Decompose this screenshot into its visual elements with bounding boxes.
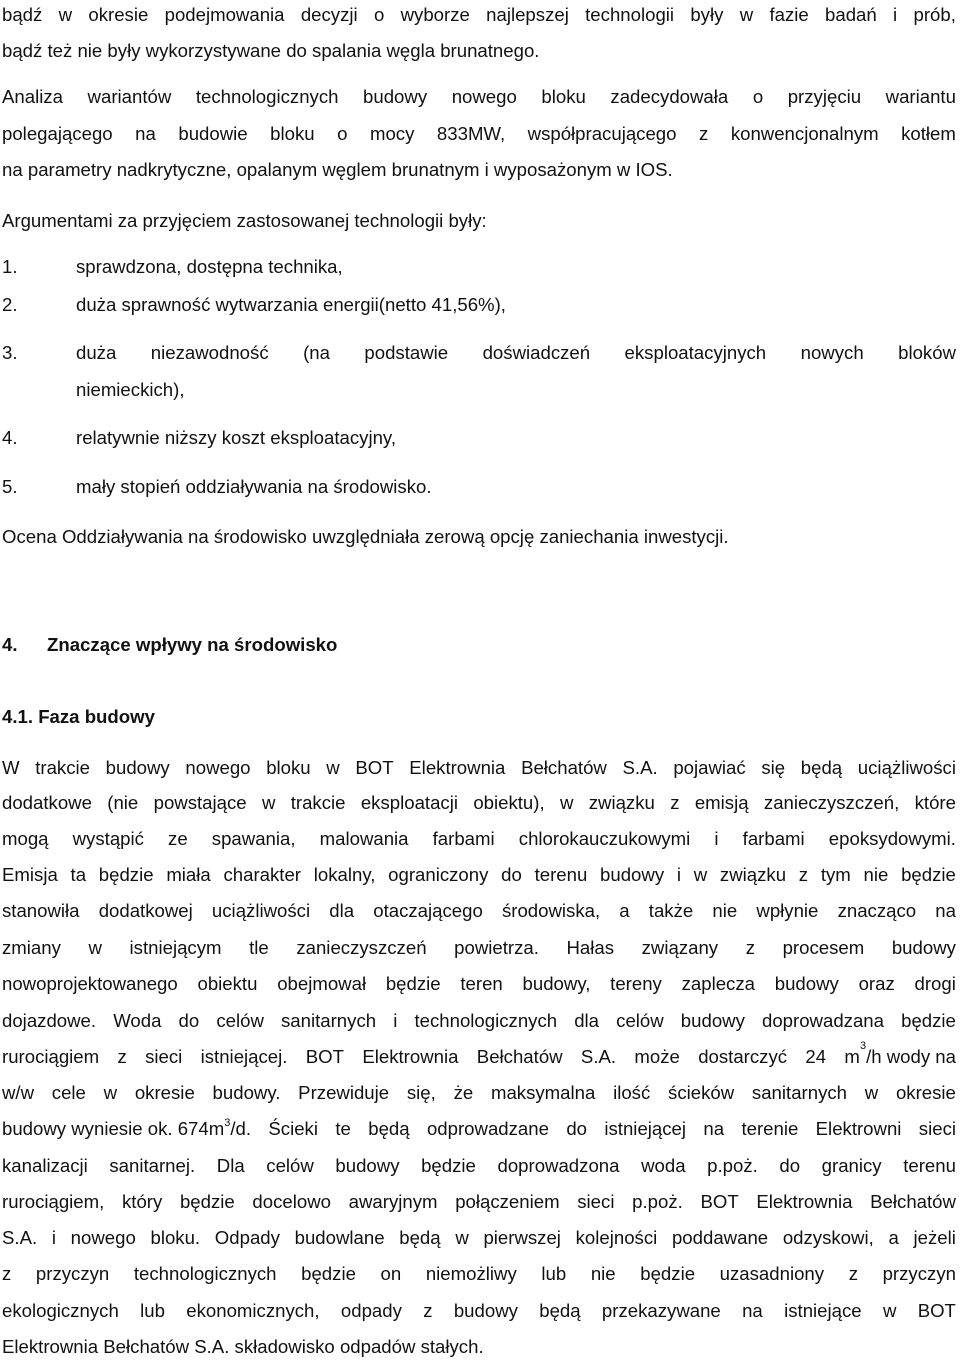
- word: które: [914, 792, 956, 813]
- word: z: [745, 937, 755, 958]
- word: do: [178, 1010, 200, 1031]
- text-line: [2, 1227, 956, 1249]
- word: dojazdowe.: [2, 1010, 97, 1031]
- word: ekonomicznych,: [186, 1300, 320, 1321]
- list-item: niemieckich),: [76, 379, 185, 400]
- word: bądź: [2, 4, 43, 25]
- word: wystąpić: [72, 828, 144, 849]
- word: 24: [805, 1046, 827, 1067]
- word: budowy: [600, 864, 665, 885]
- word: zanieczyszczeń: [296, 937, 427, 958]
- word: 833MW,: [436, 123, 506, 144]
- word: lub: [541, 1263, 567, 1284]
- word: (nie: [107, 792, 139, 813]
- word: S.A.: [622, 757, 658, 778]
- word: cele: [51, 1082, 86, 1103]
- word: technologicznych: [195, 86, 339, 107]
- word: niezawodność: [150, 342, 269, 363]
- word: przyczyn: [882, 1263, 956, 1284]
- word: na: [742, 1300, 763, 1321]
- word: z: [670, 792, 680, 813]
- word: celów: [616, 1010, 664, 1031]
- text-line: [2, 900, 956, 922]
- text-line: [2, 937, 956, 959]
- word: jeżeli: [913, 1227, 956, 1248]
- word: uciążliwości: [211, 900, 311, 921]
- word: stanowiła: [2, 900, 80, 921]
- word: farbami: [742, 828, 805, 849]
- word: będzie: [421, 1155, 476, 1176]
- word: przyjęciu: [787, 86, 862, 107]
- word: kolejności: [575, 1227, 658, 1248]
- word: doprowadzona: [497, 1155, 620, 1176]
- word: powietrza.: [454, 937, 539, 958]
- word: będą: [800, 757, 843, 778]
- word: m: [844, 1046, 860, 1067]
- word: technologicznych: [133, 1263, 277, 1284]
- word: lokalny,: [313, 864, 376, 885]
- word: budowy: [105, 757, 170, 778]
- word: o: [373, 4, 385, 25]
- word: i: [393, 1010, 398, 1031]
- word: w/w: [2, 1082, 35, 1103]
- word: celów: [266, 1155, 314, 1176]
- word: nowoprojektowanego: [2, 973, 178, 994]
- subsection-number: 4.1.: [2, 706, 34, 727]
- word: miała: [166, 864, 211, 885]
- word: dodatkowej: [98, 900, 193, 921]
- word: zanieczyszczeń,: [763, 792, 900, 813]
- section-number: 4.: [2, 634, 18, 655]
- word: bloku: [266, 757, 311, 778]
- word: decyzji: [300, 4, 358, 25]
- word: Przewiduje: [298, 1082, 390, 1103]
- word: o: [752, 86, 764, 107]
- word: kanalizacji: [2, 1155, 88, 1176]
- word: mocy: [369, 123, 415, 144]
- word: Ścieki: [268, 1118, 318, 1139]
- word: ograniczony: [388, 864, 489, 885]
- text-line: [2, 792, 956, 814]
- word: i: [893, 4, 898, 25]
- word: w: [559, 792, 574, 813]
- word: związany: [641, 937, 719, 958]
- word: dostarczyć: [698, 1046, 788, 1067]
- word: budowlane: [294, 1227, 385, 1248]
- arguments-intro: Argumentami za przyjęciem zastosowanej technologii były:: [2, 210, 487, 231]
- text-line: [2, 1191, 956, 1213]
- word: pojawiać: [673, 757, 746, 778]
- word: środowiska,: [501, 900, 601, 921]
- word: trakcie: [35, 757, 90, 778]
- section-title: Znaczące wpływy na środowisko: [47, 634, 338, 655]
- word: wpłynie: [756, 900, 819, 921]
- text-line: [2, 1118, 956, 1140]
- word: woda: [641, 1155, 686, 1176]
- word: nowego: [70, 1227, 136, 1248]
- word: nie: [712, 900, 738, 921]
- list-number: 5.: [2, 476, 18, 497]
- word: dla: [329, 900, 355, 921]
- word: /d.: [230, 1118, 252, 1139]
- word: (na: [303, 342, 330, 363]
- word: konwencjonalnym: [730, 123, 879, 144]
- word: budowy: [453, 1300, 518, 1321]
- word: sieci: [918, 1118, 956, 1139]
- word: terenie: [741, 1118, 799, 1139]
- text-line: [2, 1040, 956, 1068]
- word: BOT: [305, 1046, 345, 1067]
- word: odzyskowi,: [782, 1227, 874, 1248]
- word: S.A.: [2, 1227, 38, 1248]
- text-line: [2, 123, 956, 145]
- word: przekazywane: [601, 1300, 721, 1321]
- word: pierwszej: [483, 1227, 561, 1248]
- word: Woda: [113, 1010, 162, 1031]
- word: Bełchatów: [476, 1046, 563, 1067]
- text-run: [2, 1046, 860, 1068]
- text-line: [2, 973, 956, 995]
- word: obejmował: [277, 973, 367, 994]
- word: w: [103, 1082, 118, 1103]
- text-line: Elektrownia Bełchatów S.A. składowisko odpadów stałych.: [2, 1336, 484, 1357]
- list-number: 1.: [2, 256, 18, 277]
- word: fazie: [769, 4, 809, 25]
- text-line: [2, 864, 956, 886]
- word: rurociągiem,: [2, 1191, 105, 1212]
- word: drogi: [914, 973, 956, 994]
- word: odprowadzane: [426, 1118, 549, 1139]
- word: i: [676, 864, 681, 885]
- word: okresie: [895, 1082, 956, 1103]
- word: niemożliwy: [425, 1263, 517, 1284]
- word: będzie: [901, 1010, 956, 1031]
- word: terenu: [534, 864, 588, 885]
- word: a: [619, 900, 630, 921]
- word: rurociągiem: [2, 1046, 100, 1067]
- word: do: [779, 1155, 801, 1176]
- word: Analiza: [2, 86, 63, 107]
- word: także: [648, 900, 694, 921]
- word: do: [501, 864, 522, 885]
- word: przyczyn: [35, 1263, 110, 1284]
- word: ze: [168, 828, 188, 849]
- text-line: [2, 828, 956, 850]
- text-run: [859, 1040, 956, 1068]
- text-line: [2, 757, 956, 779]
- word: eksploatacyjnych: [624, 342, 767, 363]
- word: uzasadniony: [719, 1263, 825, 1284]
- word: na: [135, 123, 156, 144]
- text-line: [2, 1010, 956, 1032]
- word: p.poż.: [632, 1191, 683, 1212]
- word: W: [2, 757, 20, 778]
- word: technologicznych: [414, 1010, 558, 1031]
- list-item: [76, 342, 956, 364]
- word: maksymalna: [490, 1082, 596, 1103]
- word: będzie: [901, 864, 956, 885]
- word: na: [935, 900, 956, 921]
- word: procesem: [782, 937, 865, 958]
- word: i: [51, 1227, 56, 1248]
- word: zadecydowała: [610, 86, 729, 107]
- word: w: [739, 4, 754, 25]
- word: Emisja: [2, 864, 58, 885]
- word: Elektrownia: [362, 1046, 459, 1067]
- word: Elektrowni: [815, 1118, 902, 1139]
- word: BOT: [355, 757, 394, 778]
- word: badań: [825, 4, 877, 25]
- word: tym: [820, 864, 851, 885]
- word: w: [58, 4, 73, 25]
- word: istniejącym: [129, 937, 222, 958]
- superscript: 3: [859, 1040, 867, 1052]
- word: podejmowania: [164, 4, 285, 25]
- word: p.poż.: [707, 1155, 758, 1176]
- word: Elektrownia: [756, 1191, 853, 1212]
- word: nie: [590, 1263, 616, 1284]
- word: wariantu: [885, 86, 956, 107]
- word: w: [882, 1300, 897, 1321]
- word: dodatkowe: [2, 792, 92, 813]
- word: ta: [70, 864, 87, 885]
- word: Bełchatów: [521, 757, 607, 778]
- word: w: [864, 1082, 879, 1103]
- word: Hałas: [566, 937, 615, 958]
- word: podstawie: [364, 342, 449, 363]
- subsection-title: Faza budowy: [38, 706, 155, 727]
- word: z: [798, 864, 809, 885]
- word: budowy: [363, 86, 428, 107]
- word: bloku.: [150, 1227, 201, 1248]
- word: z: [699, 123, 709, 144]
- word: obiektu),: [473, 792, 545, 813]
- word: teren: [460, 973, 503, 994]
- word: duża: [76, 342, 117, 363]
- word: eksploatacji: [360, 792, 458, 813]
- word: poddawane: [671, 1227, 769, 1248]
- word: budowy: [680, 1010, 745, 1031]
- word: epoksydowymi.: [828, 828, 956, 849]
- word: budowy,: [522, 973, 591, 994]
- word: zaplecza: [681, 973, 755, 994]
- word: Dla: [216, 1155, 245, 1176]
- word: uciążliwości: [857, 757, 956, 778]
- word: tle: [249, 937, 269, 958]
- word: doświadczeń: [482, 342, 591, 363]
- word: trakcie: [290, 792, 346, 813]
- word: Odpady: [214, 1227, 280, 1248]
- text-line: [2, 1300, 956, 1322]
- word: nowych: [800, 342, 864, 363]
- word: będą: [368, 1118, 410, 1139]
- word: BOT: [917, 1300, 956, 1321]
- word: ścieków: [668, 1082, 735, 1103]
- word: prób,: [913, 4, 956, 25]
- list-number: 3.: [2, 342, 18, 363]
- word: istniejącej: [604, 1118, 687, 1139]
- word: ilość: [613, 1082, 651, 1103]
- word: sieci: [145, 1046, 183, 1067]
- word: oraz: [858, 973, 895, 994]
- word: chlorokauczukowymi: [518, 828, 691, 849]
- text-run: /h wody na: [866, 1046, 956, 1067]
- word: budowy: [891, 937, 956, 958]
- word: że: [453, 1082, 474, 1103]
- word: z: [117, 1046, 127, 1067]
- word: istniejące: [784, 1300, 862, 1321]
- word: nowego: [185, 757, 251, 778]
- word: wyborze: [400, 4, 470, 25]
- word: obiektu: [197, 973, 258, 994]
- word: celów: [216, 1010, 264, 1031]
- word: sieci: [577, 1191, 615, 1212]
- word: te: [335, 1118, 351, 1139]
- word: docelowo: [252, 1191, 331, 1212]
- word: budowy.: [212, 1082, 281, 1103]
- word: do: [566, 1118, 588, 1139]
- text-run: [2, 1118, 230, 1140]
- word: wariantów: [87, 86, 172, 107]
- list-item: sprawdzona, dostępna technika,: [76, 256, 343, 277]
- word: z: [2, 1263, 12, 1284]
- word: technologii: [585, 4, 675, 25]
- word: sanitarnej.: [109, 1155, 196, 1176]
- word: nie: [863, 864, 889, 885]
- word: bloku: [541, 86, 586, 107]
- word: będzie: [301, 1263, 356, 1284]
- word: Bełchatów: [870, 1191, 956, 1212]
- list-item: relatywnie niższy koszt eksploatacyjny,: [76, 427, 397, 448]
- text-run: budowy wyniesie ok. 674m: [2, 1118, 225, 1139]
- subsection-heading: [2, 706, 155, 728]
- word: współpracującego: [527, 123, 677, 144]
- word: który: [121, 1191, 163, 1212]
- word: w: [261, 792, 276, 813]
- word: się,: [406, 1082, 436, 1103]
- word: w: [326, 757, 340, 778]
- word: będzie: [385, 973, 441, 994]
- word: będą: [539, 1300, 581, 1321]
- word: będą: [399, 1227, 441, 1248]
- word: w: [88, 937, 102, 958]
- list-item: duża sprawność wytwarzania energii(netto 41,56%),: [76, 294, 506, 315]
- word: doprowadzana: [762, 1010, 884, 1031]
- word: w: [455, 1227, 469, 1248]
- word: farbami: [432, 828, 495, 849]
- text-line: Ocena Oddziaływania na środowisko uwzględniała zerową opcję zaniechania inwestycji.: [2, 526, 729, 547]
- word: mogą: [2, 828, 49, 849]
- word: dla: [574, 1010, 600, 1031]
- word: malowania: [319, 828, 409, 849]
- text-line: na parametry nadkrytyczne, opalanym węglem brunatnym i wyposażonym w IOS.: [2, 159, 673, 180]
- word: połączeniem: [455, 1191, 560, 1212]
- word: związku: [588, 792, 655, 813]
- word: najlepszej: [486, 4, 569, 25]
- word: zmiany: [2, 937, 61, 958]
- word: z: [423, 1300, 433, 1321]
- word: istniejącej.: [200, 1046, 288, 1067]
- text-run: [230, 1118, 956, 1140]
- word: będzie: [640, 1263, 696, 1284]
- word: Elektrownia: [409, 757, 506, 778]
- word: może: [634, 1046, 680, 1067]
- word: tereny: [610, 973, 662, 994]
- word: polegającego: [2, 123, 113, 144]
- word: będzie: [98, 864, 154, 885]
- word: bloków: [898, 342, 956, 363]
- word: związku: [719, 864, 787, 885]
- word: ekologicznych: [2, 1300, 119, 1321]
- word: będzie: [179, 1191, 235, 1212]
- word: sanitarnych: [751, 1082, 848, 1103]
- word: okresie: [88, 4, 149, 25]
- word: z: [848, 1263, 858, 1284]
- word: powstające: [153, 792, 247, 813]
- word: sanitarnych: [281, 1010, 377, 1031]
- word: otaczającego: [373, 900, 483, 921]
- word: znacząco: [837, 900, 917, 921]
- word: o: [337, 123, 348, 144]
- word: granicy: [821, 1155, 882, 1176]
- word: budowy: [335, 1155, 400, 1176]
- text-line: [2, 4, 956, 26]
- word: a: [888, 1227, 899, 1248]
- text-line: bądź też nie były wykorzystywane do spalania węgla brunatnego.: [2, 40, 540, 61]
- word: okresie: [134, 1082, 195, 1103]
- word: BOT: [700, 1191, 739, 1212]
- word: spawania,: [211, 828, 296, 849]
- word: kotłem: [901, 123, 956, 144]
- text-line: [2, 1082, 956, 1104]
- word: i: [714, 828, 719, 849]
- word: charakter: [223, 864, 301, 885]
- word: budowy: [774, 973, 839, 994]
- word: awaryjnym: [348, 1191, 438, 1212]
- word: S.A.: [580, 1046, 617, 1067]
- word: na: [703, 1118, 725, 1139]
- list-number: 4.: [2, 427, 18, 448]
- word: lub: [140, 1300, 165, 1321]
- word: w: [693, 864, 708, 885]
- word: emisją: [694, 792, 749, 813]
- list-number: 2.: [2, 294, 18, 315]
- word: on: [380, 1263, 402, 1284]
- word: terenu: [903, 1155, 956, 1176]
- list-item: mały stopień oddziaływania na środowisko.: [76, 476, 432, 497]
- text-line: [2, 1263, 956, 1285]
- word: się: [761, 757, 786, 778]
- word: były: [690, 4, 724, 25]
- text-line: [2, 1155, 956, 1177]
- word: budowie: [178, 123, 248, 144]
- word: nowego: [451, 86, 517, 107]
- word: bloku: [270, 123, 315, 144]
- text-line: [2, 86, 956, 108]
- word: odpady: [340, 1300, 402, 1321]
- superscript: 3: [224, 1117, 231, 1129]
